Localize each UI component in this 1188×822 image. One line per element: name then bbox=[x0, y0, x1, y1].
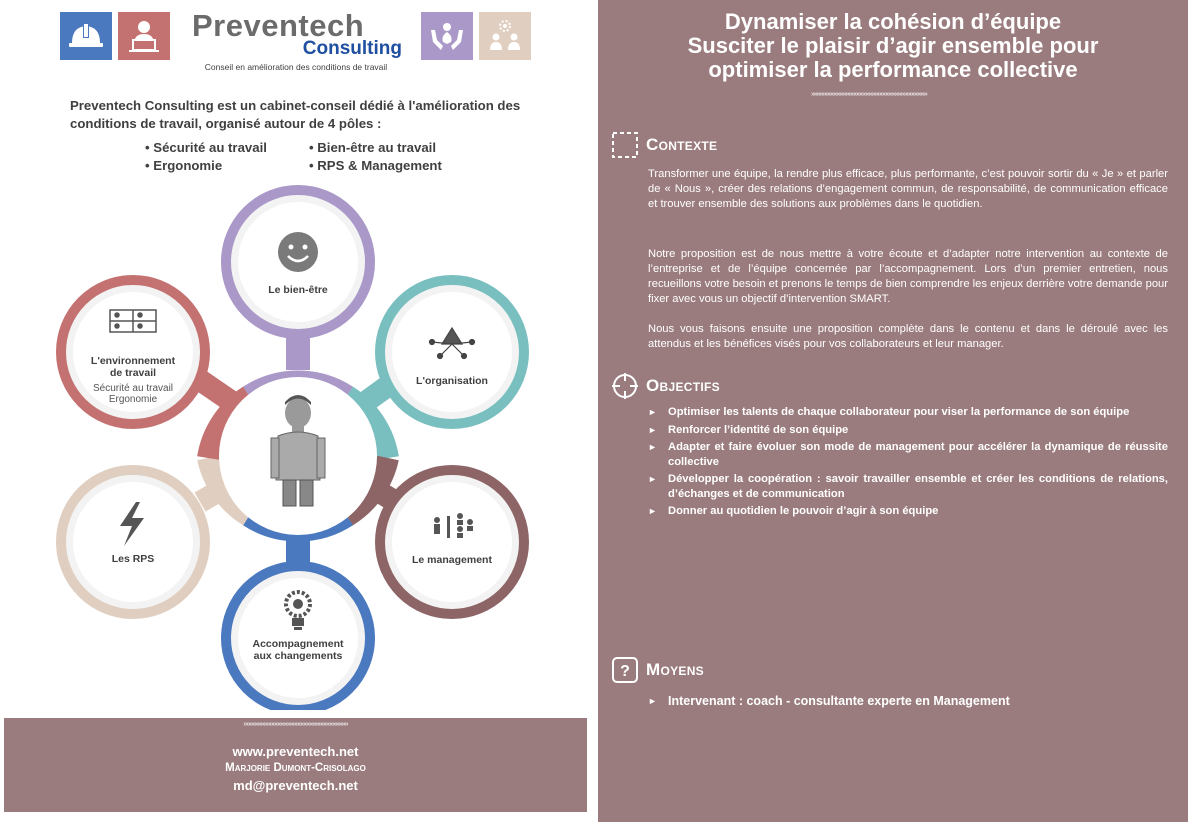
objectif-item: ► Renforcer l’identité de son équipe bbox=[648, 423, 849, 436]
contexte-paragraph-3: Nous vous faisons ensuite une proposition complète dans le contenu et dans le déroulé avec les attendus et les bénéfices visés pour vos collaborateurs et leur manager. bbox=[648, 323, 1168, 350]
objectif-item: ► Donner au quotidien le pouvoir d’agir à son équipe bbox=[648, 505, 939, 517]
bullet-arrow-icon: ► bbox=[648, 474, 657, 484]
team-gear-icon bbox=[479, 12, 531, 60]
circle-rps bbox=[61, 470, 205, 614]
website-link[interactable]: www.preventech.net bbox=[232, 744, 359, 759]
label-management: Le management bbox=[412, 554, 492, 566]
label-rps: Les RPS bbox=[111, 553, 155, 565]
bullet-arrow-icon: ► bbox=[648, 696, 657, 706]
label-accompagnement: Accompagnement aux changements bbox=[252, 638, 344, 662]
objectifs-list bbox=[648, 405, 1168, 522]
objectif-item: ► Optimiser les talents de chaque collaborateur pour viser la performance de son équipe bbox=[648, 406, 1130, 418]
objectifs-title: Objectifs bbox=[646, 376, 720, 395]
contact-footer bbox=[4, 718, 587, 812]
svg-text:?: ? bbox=[620, 663, 630, 680]
title-arrows: »»»»»»»»»»»»»»»»»»»»»»»»»»»»»»»»»»»»»»»» bbox=[811, 91, 927, 98]
footer-arrows: »»»»»»»»»»»»»»»»»»»»»»»»»»»»»»»»»»»» bbox=[243, 721, 348, 728]
hard-hat-icon bbox=[60, 12, 112, 60]
contexte-heading bbox=[610, 130, 717, 160]
target-icon bbox=[610, 371, 640, 401]
contact-name: Marjorie Dumont-Crisolago bbox=[225, 762, 366, 774]
poles-list bbox=[145, 139, 485, 175]
objectifs-heading bbox=[610, 371, 720, 401]
page-title bbox=[618, 10, 1168, 82]
bullet-arrow-icon: ► bbox=[648, 424, 657, 435]
title-line: optimiser la performance collective bbox=[708, 57, 1078, 82]
pole-item: • Ergonomie bbox=[145, 158, 223, 173]
pole-item: • Bien-être au travail bbox=[309, 140, 437, 155]
title-line: Dynamiser la cohésion d’équipe bbox=[724, 9, 1062, 34]
frame-icon bbox=[610, 130, 640, 160]
diagram-shapes bbox=[0, 180, 596, 710]
logo-sub-text: Consulting bbox=[302, 38, 402, 59]
poles-diagram bbox=[0, 180, 596, 710]
preventech-logo bbox=[190, 10, 402, 72]
objectif-item: ► Adapter et faire évoluer son mode de management pour accélérer la dynamique de réussite collective bbox=[648, 441, 1168, 468]
pole-item: • RPS & Management bbox=[309, 158, 442, 173]
bullet-arrow-icon: ► bbox=[648, 506, 657, 516]
contexte-title: Contexte bbox=[646, 135, 718, 154]
label-environnement-sub: Sécurité au travail Ergonomie bbox=[92, 383, 174, 405]
moyens-title: Moyens bbox=[646, 660, 704, 679]
logo-main-text: Preventech bbox=[192, 8, 365, 43]
intro-text: Preventech Consulting est un cabinet-conseil dédié à l'amélioration des conditions de travail, organisé autour de 4 pôles : bbox=[70, 98, 521, 131]
pole-item: • Sécurité au travail bbox=[145, 140, 267, 155]
contexte-paragraph-1: Transformer une équipe, la rendre plus efficace, plus performante, c’est pouvoir sortir du « Je » et parler de « Nous », créer des relations d’engagement commun, de responsabilité, de communication efficace et trouver ensemble des solutions aux problèmes dans le quotidien. bbox=[648, 168, 1168, 210]
moyen-item: ► Intervenant : coach - consultante experte en Management bbox=[648, 694, 1010, 708]
label-bien-etre: Le bien-être bbox=[268, 284, 328, 296]
caring-hands-icon bbox=[421, 12, 473, 60]
label-organisation: L'organisation bbox=[416, 375, 488, 387]
moyens-list bbox=[648, 694, 1168, 712]
right-page bbox=[598, 0, 1188, 822]
email-link[interactable]: md@preventech.net bbox=[233, 778, 358, 793]
label-environnement-title: L'environnement de travail bbox=[90, 355, 176, 379]
circle-management bbox=[380, 470, 524, 614]
computer-worker-icon bbox=[118, 12, 170, 60]
contexte-paragraph-2: Notre proposition est de nous mettre à votre écoute et d’adapter notre intervention au contexte de l’entreprise et de l’équipe concernée par l’accompagnement. Lors d’un premier entretien, nous recueillons votre besoin et prenons le temps de bien comprendre les enjeux derrière votre demande pour fixer avec vous un objectif d’intervention SMART. bbox=[648, 248, 1168, 305]
bullet-arrow-icon: ► bbox=[648, 407, 657, 417]
logo-tagline: Conseil en amélioration des conditions de travail bbox=[204, 62, 388, 72]
circle-organisation bbox=[380, 280, 524, 424]
title-line: Susciter le plaisir d’agir ensemble pour bbox=[687, 33, 1099, 58]
label-environnement bbox=[88, 355, 178, 405]
bullet-arrow-icon: ► bbox=[648, 442, 657, 452]
question-icon bbox=[610, 655, 640, 685]
objectif-item: ► Développer la coopération : savoir travailler ensemble et créer les conditions de relations, d’échanges et de communication bbox=[648, 473, 1168, 500]
moyens-heading bbox=[610, 655, 704, 685]
smiley-icon bbox=[278, 232, 318, 272]
